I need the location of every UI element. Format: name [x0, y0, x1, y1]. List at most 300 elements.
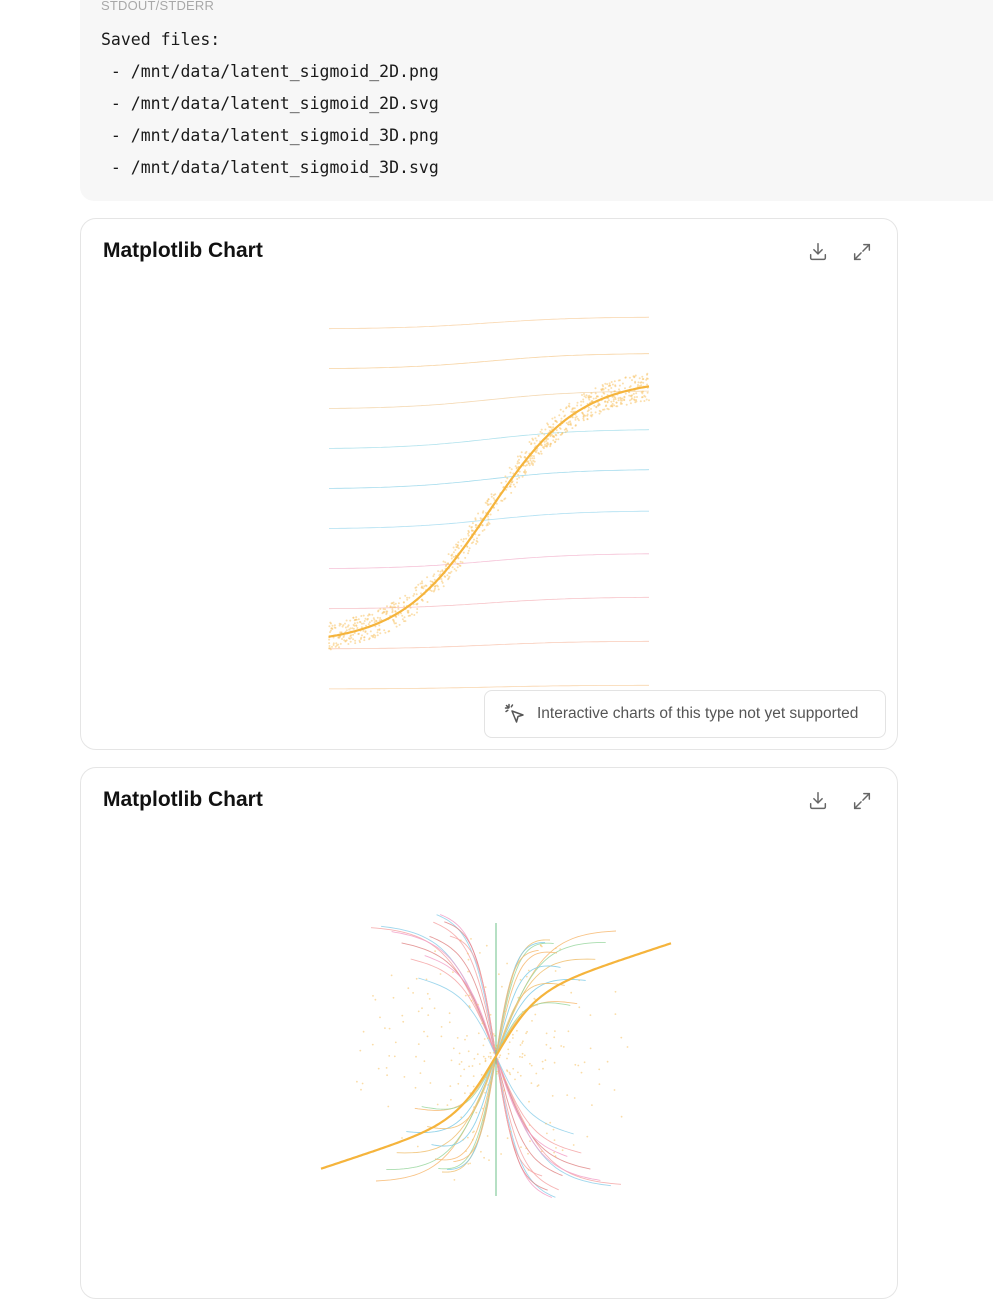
scatter-point [555, 947, 557, 949]
scatter-point [468, 1066, 470, 1068]
scatter-point [531, 1020, 533, 1022]
scatter-point [550, 443, 552, 445]
scatter-point [577, 1065, 579, 1067]
scatter-point [393, 604, 395, 606]
scatter-point [582, 401, 584, 403]
scatter-point [355, 619, 357, 621]
scatter-point [554, 1139, 556, 1141]
scatter-point [403, 601, 405, 603]
scatter-point [375, 999, 377, 1001]
scatter-point [451, 1060, 453, 1062]
scatter-point [437, 586, 439, 588]
scatter-point [570, 424, 572, 426]
scatter-point [346, 629, 348, 631]
notice-text: Interactive charts of this type not yet supported [537, 705, 859, 722]
scatter-point [624, 377, 626, 379]
scatter-point [540, 944, 542, 946]
scatter-point [595, 397, 597, 399]
scatter-point [526, 464, 528, 466]
scatter-point [411, 613, 413, 615]
scatter-point [501, 986, 503, 988]
scatter-point [484, 1038, 486, 1040]
scatter-point [618, 388, 620, 390]
scatter-point [568, 405, 570, 407]
scatter-point [510, 472, 512, 474]
scatter-point [363, 636, 365, 638]
scatter-point [517, 1072, 519, 1074]
scatter-point [372, 635, 374, 637]
scatter-point [462, 561, 464, 563]
scatter-point [626, 404, 628, 406]
scatter-point [580, 401, 582, 403]
scatter-point [464, 1039, 466, 1041]
scatter-point [630, 402, 632, 404]
scatter-point [453, 1048, 455, 1050]
scatter-point [393, 997, 395, 999]
scatter-point [453, 547, 455, 549]
scatter-point [460, 1075, 462, 1077]
scatter-point [599, 410, 601, 412]
scatter-point [607, 401, 609, 403]
scatter-point [330, 648, 332, 650]
scatter-point [441, 1026, 443, 1028]
scatter-point [395, 611, 397, 613]
scatter-point [351, 627, 353, 629]
scatter-point [497, 509, 499, 511]
scatter-point [533, 998, 535, 1000]
scatter-point [616, 402, 618, 404]
scatter-point [531, 1082, 533, 1084]
scatter-point [379, 632, 381, 634]
scatter-point [475, 519, 477, 521]
scatter-point [542, 1061, 544, 1063]
scatter-point [529, 1124, 531, 1126]
scatter-point [483, 1045, 485, 1047]
scatter-point [521, 1056, 523, 1058]
scatter-point [642, 382, 644, 384]
scatter-point [507, 1137, 509, 1139]
scatter-point [427, 601, 429, 603]
stdout-line: - /mnt/data/latent_sigmoid_2D.svg [101, 94, 439, 113]
scatter-point [520, 1044, 522, 1046]
scatter-point [568, 424, 570, 426]
scatter-point [638, 381, 640, 383]
scatter-point [491, 496, 493, 498]
scatter-point [580, 404, 582, 406]
scatter-point [404, 616, 406, 618]
scatter-point [552, 426, 554, 428]
scatter-point [529, 457, 531, 459]
scatter-point [546, 443, 548, 445]
scatter-point [524, 456, 526, 458]
scatter-point [467, 953, 469, 955]
chart-title: Matplotlib Chart [103, 239, 263, 262]
scatter-point [347, 643, 349, 645]
scatter-point [546, 1133, 548, 1135]
scatter-point [512, 1037, 514, 1039]
scatter-point [528, 970, 530, 972]
unsupported-notice [484, 690, 886, 738]
scatter-point [426, 576, 428, 578]
scatter-point [464, 1092, 466, 1094]
scatter-point [470, 527, 472, 529]
scatter-point [541, 432, 543, 434]
scatter-point [489, 1052, 491, 1054]
scatter-point [639, 377, 641, 379]
scatter-point [359, 1050, 361, 1052]
contour-line [329, 354, 649, 369]
scatter-point [616, 405, 618, 407]
scatter-point [583, 393, 585, 395]
scatter-point [496, 503, 498, 505]
contour-line [329, 597, 649, 608]
scatter-point [510, 483, 512, 485]
scatter-point [631, 397, 633, 399]
scatter-point [508, 1053, 510, 1055]
scatter-point [509, 1072, 511, 1074]
scatter-point [475, 524, 477, 526]
scatter-point [372, 995, 374, 997]
scatter-point [465, 1150, 467, 1152]
scatter-point [612, 403, 614, 405]
scatter-point [507, 1049, 509, 1051]
scatter-point [404, 595, 406, 597]
scatter-point [586, 1136, 588, 1138]
scatter-point [356, 625, 358, 627]
scatter-point [482, 530, 484, 532]
contour-line [329, 470, 649, 489]
scatter-point [497, 1059, 499, 1061]
scatter-point [540, 451, 542, 453]
scatter-point [497, 1071, 499, 1073]
scatter-point [614, 1089, 616, 1091]
scatter-point [510, 1131, 512, 1133]
scatter-point [451, 558, 453, 560]
scatter-point [412, 992, 414, 994]
scatter-point [502, 1039, 504, 1041]
scatter-point [516, 482, 518, 484]
scatter-point [416, 593, 418, 595]
scatter-point [593, 405, 595, 407]
scatter-point [545, 440, 547, 442]
scatter-point [625, 393, 627, 395]
scatter-point [516, 468, 518, 470]
scatter-point [503, 498, 505, 500]
scatter-point [415, 589, 417, 591]
scatter-point [513, 484, 515, 486]
scatter-point [590, 408, 592, 410]
scatter-point [420, 583, 422, 585]
scatter-point [421, 586, 423, 588]
scatter-point [629, 377, 631, 379]
scatter-point [574, 1064, 576, 1066]
scatter-point [349, 620, 351, 622]
scatter-point [524, 469, 526, 471]
scatter-point [551, 434, 553, 436]
scatter-point [584, 1061, 586, 1063]
scatter-point [328, 625, 330, 627]
scatter-point [545, 445, 547, 447]
contour-line [329, 317, 649, 329]
scatter-point [397, 608, 399, 610]
scatter-point [338, 637, 340, 639]
scatter-point [402, 618, 404, 620]
scatter-point [482, 1120, 484, 1122]
scatter-point [407, 987, 409, 989]
scatter-point [465, 538, 467, 540]
scatter-point [588, 407, 590, 409]
scatter-point [361, 623, 363, 625]
scatter-point [460, 539, 462, 541]
scatter-point [329, 645, 331, 647]
scatter-point [603, 409, 605, 411]
scatter-point [487, 1135, 489, 1137]
scatter-point [331, 646, 333, 648]
scatter-point [526, 976, 528, 978]
scatter-point [511, 481, 513, 483]
scatter-point [462, 1139, 464, 1141]
scatter-point [504, 1010, 506, 1012]
scatter-point [614, 385, 616, 387]
scatter-point [401, 1137, 403, 1139]
scatter-point [566, 428, 568, 430]
scatter-point [636, 396, 638, 398]
scatter-point [498, 1056, 500, 1058]
scatter-point [397, 605, 399, 607]
scatter-point [578, 979, 580, 981]
scatter-point [600, 389, 602, 391]
scatter-point [468, 550, 470, 552]
scatter-point [498, 973, 500, 975]
scatter-point [526, 1031, 528, 1033]
scatter-point [602, 385, 604, 387]
scatter-point [604, 401, 606, 403]
scatter-point [565, 431, 567, 433]
scatter-point [630, 385, 632, 387]
scatter-point [493, 1046, 495, 1048]
scatter-point [448, 553, 450, 555]
scatter-point [610, 401, 612, 403]
scatter-point [388, 1055, 390, 1057]
scatter-point [429, 998, 431, 1000]
scatter-point [612, 384, 614, 386]
scatter-point [575, 419, 577, 421]
scatter-point [514, 1079, 516, 1081]
scatter-point [386, 611, 388, 613]
scatter-point [490, 1014, 492, 1016]
scatter-point [533, 457, 535, 459]
scatter-point [431, 590, 433, 592]
scatter-point [498, 1065, 500, 1067]
scatter-point [357, 633, 359, 635]
scatter-point [362, 630, 364, 632]
scatter-point [460, 939, 462, 941]
scatter-point [642, 378, 644, 380]
scatter-point [416, 978, 418, 980]
scatter-point [452, 971, 454, 973]
scatter-point [328, 642, 330, 644]
scatter-point [430, 1082, 432, 1084]
scatter-point [531, 438, 533, 440]
scatter-point [529, 1140, 531, 1142]
scatter-point [525, 1032, 527, 1034]
scatter-point [541, 429, 543, 431]
scatter-point [354, 622, 356, 624]
scatter-point [391, 606, 393, 608]
scatter-point [492, 1066, 494, 1068]
scatter-point [354, 640, 356, 642]
scatter-point [473, 1075, 475, 1077]
scatter-point [493, 1033, 495, 1035]
scatter-point [460, 545, 462, 547]
scatter-point [598, 1069, 600, 1071]
scatter-point [379, 629, 381, 631]
scatter-point [490, 514, 492, 516]
scatter-point [554, 420, 556, 422]
scatter-point [605, 387, 607, 389]
scatter-point [341, 638, 343, 640]
scatter-point [517, 456, 519, 458]
scatter-point [485, 502, 487, 504]
scatter-point [416, 608, 418, 610]
scatter-point [534, 442, 536, 444]
scatter-point [369, 637, 371, 639]
scatter-point [615, 1013, 617, 1015]
scatter-point [581, 394, 583, 396]
scatter-point [488, 498, 490, 500]
scatter-point [381, 612, 383, 614]
scatter-point [536, 440, 538, 442]
scatter-point [386, 1074, 388, 1076]
scatter-point [510, 981, 512, 983]
scatter-point [352, 638, 354, 640]
scatter-point [474, 1058, 476, 1060]
scatter-point [559, 427, 561, 429]
scatter-point [633, 393, 635, 395]
scatter-point [533, 455, 535, 457]
scatter-point [403, 605, 405, 607]
scatter-point [459, 1053, 461, 1055]
scatter-point [479, 1063, 481, 1065]
scatter-point [634, 399, 636, 401]
scatter-point [374, 635, 376, 637]
scatter-point [443, 561, 445, 563]
scatter-point [555, 970, 557, 972]
scatter-point [509, 486, 511, 488]
scatter-point [570, 992, 572, 994]
scatter-point [354, 642, 356, 644]
scatter-point [646, 399, 648, 401]
scatter-point [452, 566, 454, 568]
scatter-point [450, 1099, 452, 1101]
scatter-point [506, 1069, 508, 1071]
scatter-point [518, 462, 520, 464]
scatter-point [391, 611, 393, 613]
scatter-point [407, 612, 409, 614]
scatter-point [490, 1082, 492, 1084]
scatter-point [402, 1021, 404, 1023]
scatter-point [517, 997, 519, 999]
scatter-point [329, 631, 331, 633]
scatter-point [376, 620, 378, 622]
scatter-point [467, 971, 469, 973]
scatter-point [555, 438, 557, 440]
scatter-point [496, 1073, 498, 1075]
scatter-point [341, 631, 343, 633]
scatter-point [524, 471, 526, 473]
scatter-point [505, 1030, 507, 1032]
scatter-point [518, 459, 520, 461]
scatter-point [367, 615, 369, 617]
scatter-point [482, 1108, 484, 1110]
scatter-point [493, 1052, 495, 1054]
scatter-point [398, 602, 400, 604]
scatter-point [503, 1078, 505, 1080]
scatter-point [588, 397, 590, 399]
scatter-point [384, 608, 386, 610]
scatter-point [550, 1047, 552, 1049]
scatter-point [348, 624, 350, 626]
scatter-point [467, 1085, 469, 1087]
scatter-point [524, 1055, 526, 1057]
scatter-point [424, 1060, 426, 1062]
scatter-point [554, 1062, 556, 1064]
scatter-point [418, 1011, 420, 1013]
scatter-point [583, 419, 585, 421]
scatter-point [443, 585, 445, 587]
scatter-point [423, 1031, 425, 1033]
scatter-point [357, 622, 359, 624]
scatter-point [545, 1123, 547, 1125]
scatter-point [333, 642, 335, 644]
scatter-point [514, 486, 516, 488]
scatter-point [560, 1045, 562, 1047]
scatter-point [530, 463, 532, 465]
scatter-point [352, 634, 354, 636]
scatter-point [595, 411, 597, 413]
scatter-point [557, 432, 559, 434]
scatter-point [590, 392, 592, 394]
scatter-point [477, 1053, 479, 1055]
scatter-point [620, 401, 622, 403]
scatter-point [634, 381, 636, 383]
scatter-point [516, 478, 518, 480]
scatter-point [646, 384, 648, 386]
scatter-point [482, 512, 484, 514]
scatter-point [426, 979, 428, 981]
scatter-point [493, 497, 495, 499]
scatter-point [478, 1032, 480, 1034]
stdout-line: Saved files: [101, 30, 221, 49]
scatter-point [416, 612, 418, 614]
scatter-point [469, 547, 471, 549]
scatter-point [457, 563, 459, 565]
scatter-point [427, 993, 429, 995]
scatter-point [427, 1036, 429, 1038]
scatter-point [551, 418, 553, 420]
scatter-point [356, 627, 358, 629]
scatter-point [447, 578, 449, 580]
scatter-point [553, 1036, 555, 1038]
scatter-point [391, 602, 393, 604]
scatter-point [468, 535, 470, 537]
scatter-point [610, 387, 612, 389]
scatter-point [607, 1061, 609, 1063]
scatter-point [386, 1067, 388, 1069]
scatter-point [581, 1072, 583, 1074]
scatter-point [575, 425, 577, 427]
scatter-point [583, 414, 585, 416]
